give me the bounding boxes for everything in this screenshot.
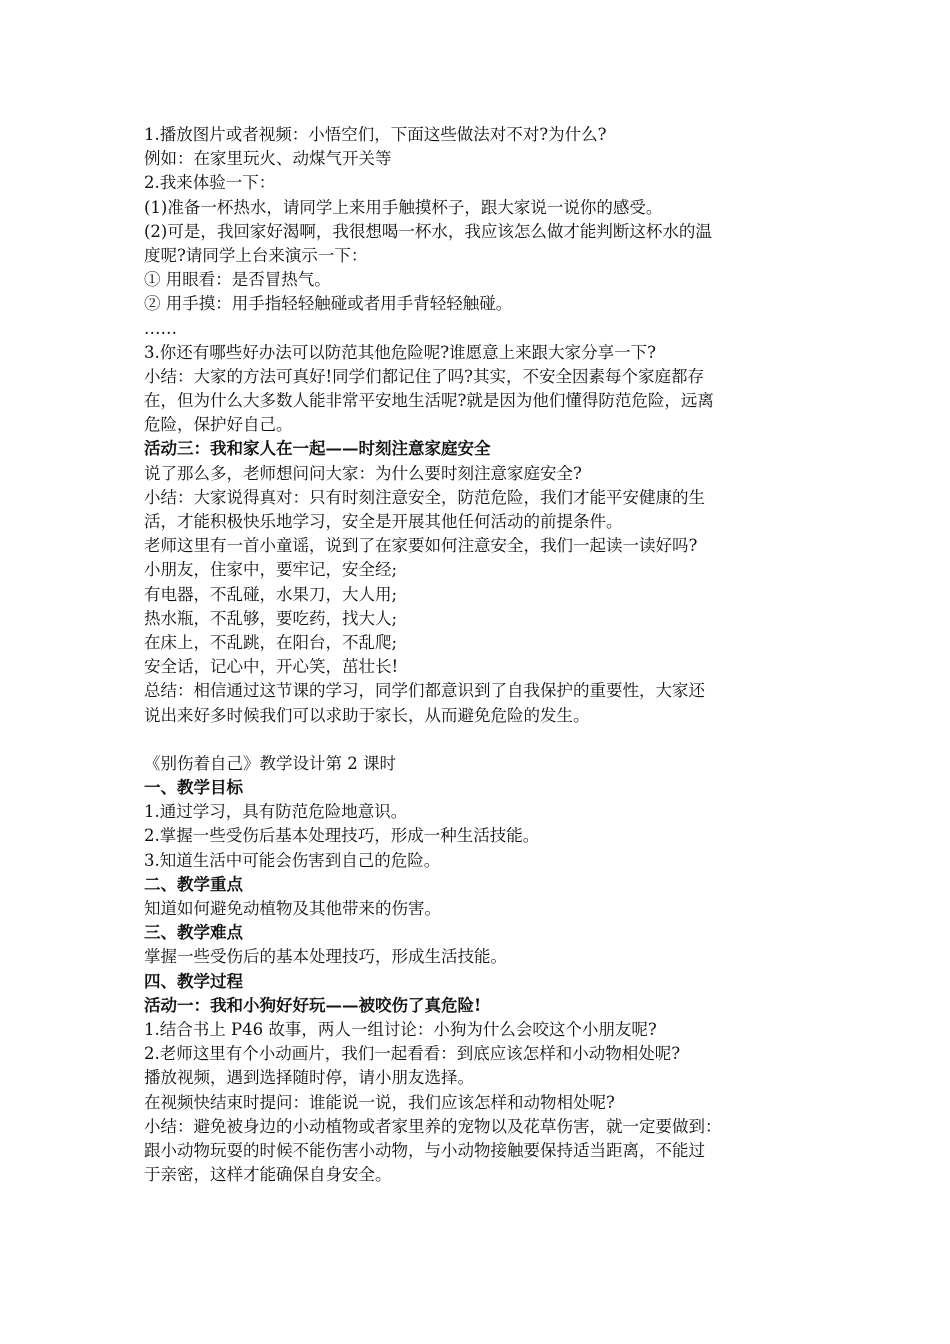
- rhyme-line: 小朋友，住家中，要牢记，安全经;: [144, 560, 398, 580]
- paragraph-line: 跟小动物玩耍的时候不能伤害小动物，与小动物接触要保持适当距离，不能过: [144, 1140, 705, 1160]
- goals-heading: 一、教学目标: [144, 778, 243, 798]
- rhyme-line: 热水瓶，不乱够，要吃药，找大人;: [144, 608, 398, 628]
- paragraph-line: 2.老师这里有个小动画片，我们一起看看：到底应该怎样和小动物相处呢?: [144, 1044, 681, 1064]
- paragraph-line: 例如：在家里玩火、动煤气开关等: [144, 149, 392, 169]
- activity3-heading: 活动三：我和家人在一起——时刻注意家庭安全: [144, 439, 491, 459]
- paragraph-line: 总结：相信通过这节课的学习，同学们都意识到了自我保护的重要性，大家还: [144, 681, 705, 701]
- lesson2-title: 《别伤着自己》教学设计第 2 课时: [144, 753, 396, 773]
- paragraph-line: (1)准备一杯热水，请同学上来用手触摸杯子，跟大家说一说你的感受。: [144, 197, 663, 217]
- difficulty-text: 掌握一些受伤后的基本处理技巧，形成生活技能。: [144, 947, 507, 967]
- paragraph-line: (2)可是，我回家好渴啊，我很想喝一杯水，我应该怎么做才能判断这杯水的温: [144, 221, 712, 241]
- paragraph-line: 播放视频，遇到选择随时停，请小朋友选择。: [144, 1068, 474, 1088]
- blank-line: [144, 728, 824, 752]
- key-text: 知道如何避免动植物及其他带来的伤害。: [144, 899, 441, 918]
- paragraph-line: 于亲密，这样才能确保自身安全。: [144, 1165, 392, 1185]
- paragraph-line: 小结：避免被身边的小动植物或者家里养的宠物以及花草伤害，就一定要做到：: [144, 1116, 722, 1136]
- paragraph-line: 小结：大家说得真对：只有时刻注意安全，防范危险，我们才能平安健康的生: [144, 487, 705, 507]
- goal-item: 1.通过学习，具有防范危险地意识。: [144, 802, 408, 822]
- paragraph-line: 危险，保护好自己。: [144, 415, 293, 435]
- process-heading: 四、教学过程: [144, 971, 243, 991]
- activity1-heading: 活动一：我和小狗好好玩——被咬伤了真危险!: [144, 995, 482, 1015]
- paragraph-line: 活，才能积极快乐地学习，安全是开展其他任何活动的前提条件。: [144, 512, 623, 531]
- paragraph-line: 1.结合书上 P46 故事，两人一组讨论：小狗为什么会咬这个小朋友呢?: [144, 1019, 657, 1039]
- document-page: [144, 123, 824, 1187]
- goal-item: 2.掌握一些受伤后基本处理技巧，形成一种生活技能。: [144, 826, 540, 846]
- rhyme-line: 安全话，记心中，开心笑，茁壮长!: [144, 657, 399, 677]
- goal-item: 3.知道生活中可能会伤害到自己的危险。: [144, 850, 441, 870]
- paragraph-line: 3.你还有哪些好办法可以防范其他危险呢?谁愿意上来跟大家分享一下?: [144, 342, 656, 362]
- paragraph-line: 说了那么多，老师想问问大家：为什么要时刻注意家庭安全?: [144, 463, 582, 483]
- paragraph-line: 在视频快结束时提问：谁能说一说，我们应该怎样和动物相处呢?: [144, 1092, 615, 1112]
- paragraph-line: 小结：大家的方法可真好!同学们都记住了吗?其实，不安全因素每个家庭都存: [144, 366, 704, 386]
- rhyme-line: 有电器，不乱碰，水果刀，大人用;: [144, 584, 398, 604]
- paragraph-line: 老师这里有一首小童谣，说到了在家要如何注意安全，我们一起读一读好吗?: [144, 536, 698, 556]
- paragraph-line: ……: [144, 318, 177, 338]
- paragraph-line: 说出来好多时候我们可以求助于家长，从而避免危险的发生。: [144, 705, 590, 725]
- difficulty-heading: 三、教学难点: [144, 923, 243, 943]
- key-heading: 二、教学重点: [144, 874, 243, 894]
- paragraph-line: ② 用手摸：用手指轻轻触碰或者用手背轻轻触碰。: [144, 294, 513, 314]
- paragraph-line: 度呢?请同学上台来演示一下：: [144, 245, 368, 265]
- paragraph-line: 2.我来体验一下：: [144, 173, 276, 193]
- paragraph-line: ① 用眼看：是否冒热气。: [144, 270, 331, 290]
- rhyme-line: 在床上，不乱跳，在阳台，不乱爬;: [144, 632, 398, 652]
- paragraph-line: 在，但为什么大多数人能非常平安地生活呢?就是因为他们懂得防范危险，远离: [144, 391, 714, 411]
- paragraph-line: 1.播放图片或者视频：小悟空们，下面这些做法对不对?为什么?: [144, 125, 607, 144]
